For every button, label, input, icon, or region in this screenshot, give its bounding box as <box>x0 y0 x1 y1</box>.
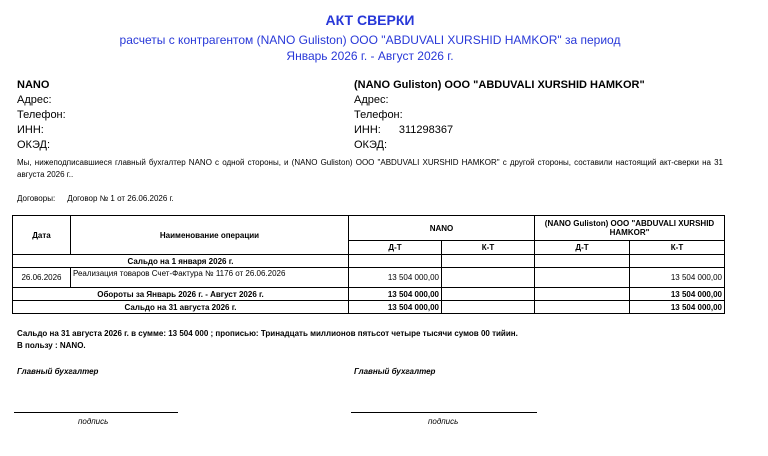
col-group-left-party: NANO <box>349 216 535 241</box>
reconciliation-table <box>12 215 725 314</box>
party-right-inn-row <box>354 123 645 138</box>
opening-right-debit <box>535 255 630 268</box>
col-header-date: Дата <box>13 216 71 255</box>
balance-summary-beneficiary: В пользу : NANO. <box>17 341 86 350</box>
signature-left-line <box>14 412 178 413</box>
party-left-phone-label: Телефон: <box>17 109 66 121</box>
row-left-debit: 13 504 000,00 <box>349 268 442 288</box>
turnover-row <box>13 288 725 301</box>
balance-summary <box>17 328 518 352</box>
party-left-address-label: Адрес: <box>17 94 52 106</box>
row-date: 26.06.2026 <box>13 268 71 288</box>
party-left-name: NANO <box>17 79 50 91</box>
closing-left-credit <box>442 301 535 314</box>
party-right-address-label: Адрес: <box>354 94 389 106</box>
document-title: АКТ СВЕРКИ <box>325 12 415 28</box>
row-right-debit <box>535 268 630 288</box>
table-row <box>13 268 725 288</box>
opening-right-credit <box>630 255 725 268</box>
party-right-inn-label: ИНН: <box>354 124 381 136</box>
turnover-right-debit <box>535 288 630 301</box>
contracts-label: Договоры: <box>17 194 56 203</box>
col-header-left-debit: Д-Т <box>349 241 442 255</box>
signature-left-caption: подпись <box>78 417 109 426</box>
balance-summary-amount: Сальдо на 31 августа 2026 г. в сумме: 13 504 000 ; прописью: Тринадцать миллионов пятьсот четыре тысячи сумов 00 тийин. <box>17 329 518 338</box>
contracts-value: Договор № 1 от 26.06.2026 г. <box>67 194 174 203</box>
opening-left-debit <box>349 255 442 268</box>
signature-right-line <box>351 412 537 413</box>
party-left-inn-row <box>17 123 66 138</box>
row-operation: Реализация товаров Счет-Фактура № 1176 от 26.06.2026 <box>71 268 349 288</box>
turnover-label: Обороты за Январь 2026 г. - Август 2026 г. <box>13 288 349 301</box>
col-header-operation: Наименование операции <box>71 216 349 255</box>
closing-left-debit: 13 504 000,00 <box>349 301 442 314</box>
party-right-name: (NANO Guliston) ООО "ABDUVALI XURSHID HAMKOR" <box>354 79 645 91</box>
row-left-credit <box>442 268 535 288</box>
closing-balance-row <box>13 301 725 314</box>
party-right-oked-label: ОКЭД: <box>354 139 388 151</box>
col-header-right-credit: К-Т <box>630 241 725 255</box>
document-subtitle: расчеты с контрагентом (NANO Guliston) ООО "ABDUVALI XURSHID HAMKOR" за период <box>119 33 621 47</box>
turnover-right-credit: 13 504 000,00 <box>630 288 725 301</box>
party-left-oked-label: ОКЭД: <box>17 139 51 151</box>
party-right-phone-label: Телефон: <box>354 109 403 121</box>
col-header-right-debit: Д-Т <box>535 241 630 255</box>
party-right-block <box>354 78 645 153</box>
turnover-left-debit: 13 504 000,00 <box>349 288 442 301</box>
closing-right-debit <box>535 301 630 314</box>
row-right-credit: 13 504 000,00 <box>630 268 725 288</box>
turnover-left-credit <box>442 288 535 301</box>
col-group-right-party: (NANO Guliston) ООО "ABDUVALI XURSHID HAMKOR" <box>535 216 725 241</box>
signature-right-caption: подпись <box>428 417 459 426</box>
party-left-block <box>17 78 66 153</box>
party-right-inn-value: 311298367 <box>398 124 454 136</box>
col-header-left-credit: К-Т <box>442 241 535 255</box>
intro-paragraph: Мы, нижеподписавшиеся главный бухгалтер NANO с одной стороны, и (NANO Guliston) ООО "ABDUVALI XURSHID HAMKOR" с другой стороны, составили настоящий акт-сверки на 31 августа 2026 г.. <box>17 158 723 179</box>
contracts-line <box>17 194 174 203</box>
opening-balance-label: Сальдо на 1 января 2026 г. <box>13 255 349 268</box>
opening-balance-row <box>13 255 725 268</box>
signature-left-title: Главный бухгалтер <box>17 367 99 376</box>
party-left-inn-label: ИНН: <box>17 124 44 136</box>
closing-right-credit: 13 504 000,00 <box>630 301 725 314</box>
document-period: Январь 2026 г. - Август 2026 г. <box>286 49 454 63</box>
signature-right-title: Главный бухгалтер <box>354 367 436 376</box>
opening-left-credit <box>442 255 535 268</box>
closing-balance-label: Сальдо на 31 августа 2026 г. <box>13 301 349 314</box>
